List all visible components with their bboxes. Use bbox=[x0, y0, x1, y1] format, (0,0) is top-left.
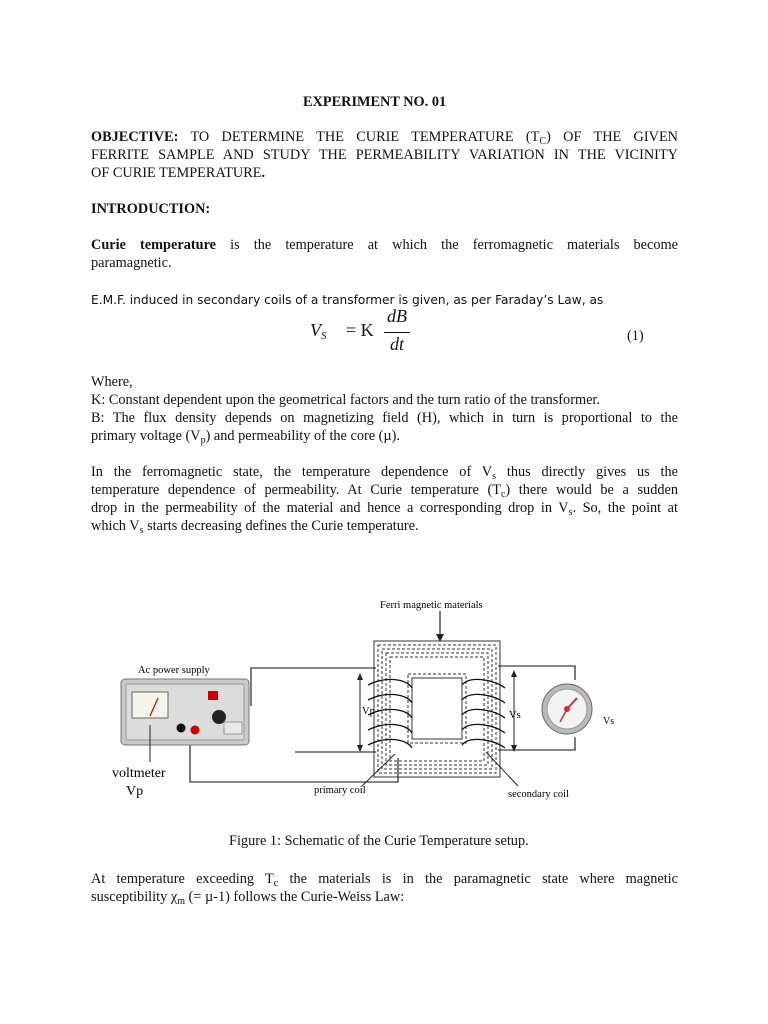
ac-power-supply bbox=[121, 679, 249, 745]
page-title: EXPERIMENT NO. 01 bbox=[303, 94, 447, 110]
vp-label: Vp bbox=[362, 706, 375, 717]
equation-numerator: dB bbox=[387, 306, 407, 326]
vs-label: Vs bbox=[509, 710, 521, 721]
ferri-label: Ferri magnetic materials bbox=[380, 600, 483, 611]
primary-coil-label: primary coil bbox=[314, 785, 366, 796]
curie-setup-figure bbox=[0, 580, 768, 810]
para-line-1: At temperature exceeding $T_c$ the materials is in the paramagnetic state where magnetic bbox=[91, 871, 678, 889]
ferro-line-1: In the ferromagnetic state, the temperature dependence of $V_s$ thus directly gives us the bbox=[91, 464, 678, 482]
objective-line-3: OF CURIE TEMPERATURE. bbox=[91, 165, 266, 181]
curie-definition-line-1: Curie temperature is the temperature at which the ferromagnetic materials become bbox=[91, 237, 678, 253]
vs-gauge bbox=[542, 684, 592, 734]
b-definition-line-2: primary voltage $(V_p)$ and permeability of the core (µ). bbox=[91, 428, 400, 446]
ac-power-supply-label: Ac power supply bbox=[138, 665, 210, 676]
equation-denominator: dt bbox=[390, 334, 405, 354]
equation-1: $V_S$ = K dB dt bbox=[310, 306, 430, 356]
k-definition: K: Constant dependent upon the geometrical factors and the turn ratio of the transformer. bbox=[91, 392, 600, 408]
vs-gauge-label: Vs bbox=[603, 716, 615, 727]
objective-line-2: FERRITE SAMPLE AND STUDY THE PERMEABILITY VARIATION IN THE VICINITY bbox=[91, 147, 678, 163]
objective-text-1: TO DETERMINE THE CURIE TEMPERATURE $(T_C)$ OF THE GIVEN bbox=[190, 129, 679, 147]
b-definition-line-1: B: The flux density depends on magnetizing field (H), which in turn is proportional to the bbox=[91, 410, 678, 426]
secondary-coil-label: secondary coil bbox=[508, 789, 569, 800]
voltmeter-vp: Vp bbox=[126, 784, 144, 799]
ferro-line-2: temperature dependence of permeability. At Curie temperature $(T_c)$ there would be a sudden bbox=[91, 482, 678, 500]
ferro-line-4: which $V_s$ starts decreasing defines the Curie temperature. bbox=[91, 518, 419, 536]
emf-line: E.M.F. induced in secondary coils of a transformer is given, as per Faraday’s Law, as bbox=[91, 293, 604, 307]
voltmeter-label: voltmeter bbox=[112, 766, 166, 781]
objective-label: OBJECTIVE: bbox=[91, 129, 179, 145]
where-label: Where, bbox=[91, 374, 133, 390]
ferro-line-3: drop in the permeability of the material and hence a corresponding drop in $V_s$. So, the point at bbox=[91, 500, 679, 518]
equation-number: (1) bbox=[627, 328, 644, 344]
figure-caption: Figure 1: Schematic of the Curie Temperature setup. bbox=[229, 833, 529, 849]
curie-definition-line-2: paramagnetic. bbox=[91, 255, 172, 271]
objective-line-1 bbox=[91, 128, 678, 146]
para-line-2: susceptibility $\chi_m$ (= µ-1) follows the Curie-Weiss Law: bbox=[91, 889, 405, 907]
introduction-heading: INTRODUCTION: bbox=[91, 201, 211, 217]
